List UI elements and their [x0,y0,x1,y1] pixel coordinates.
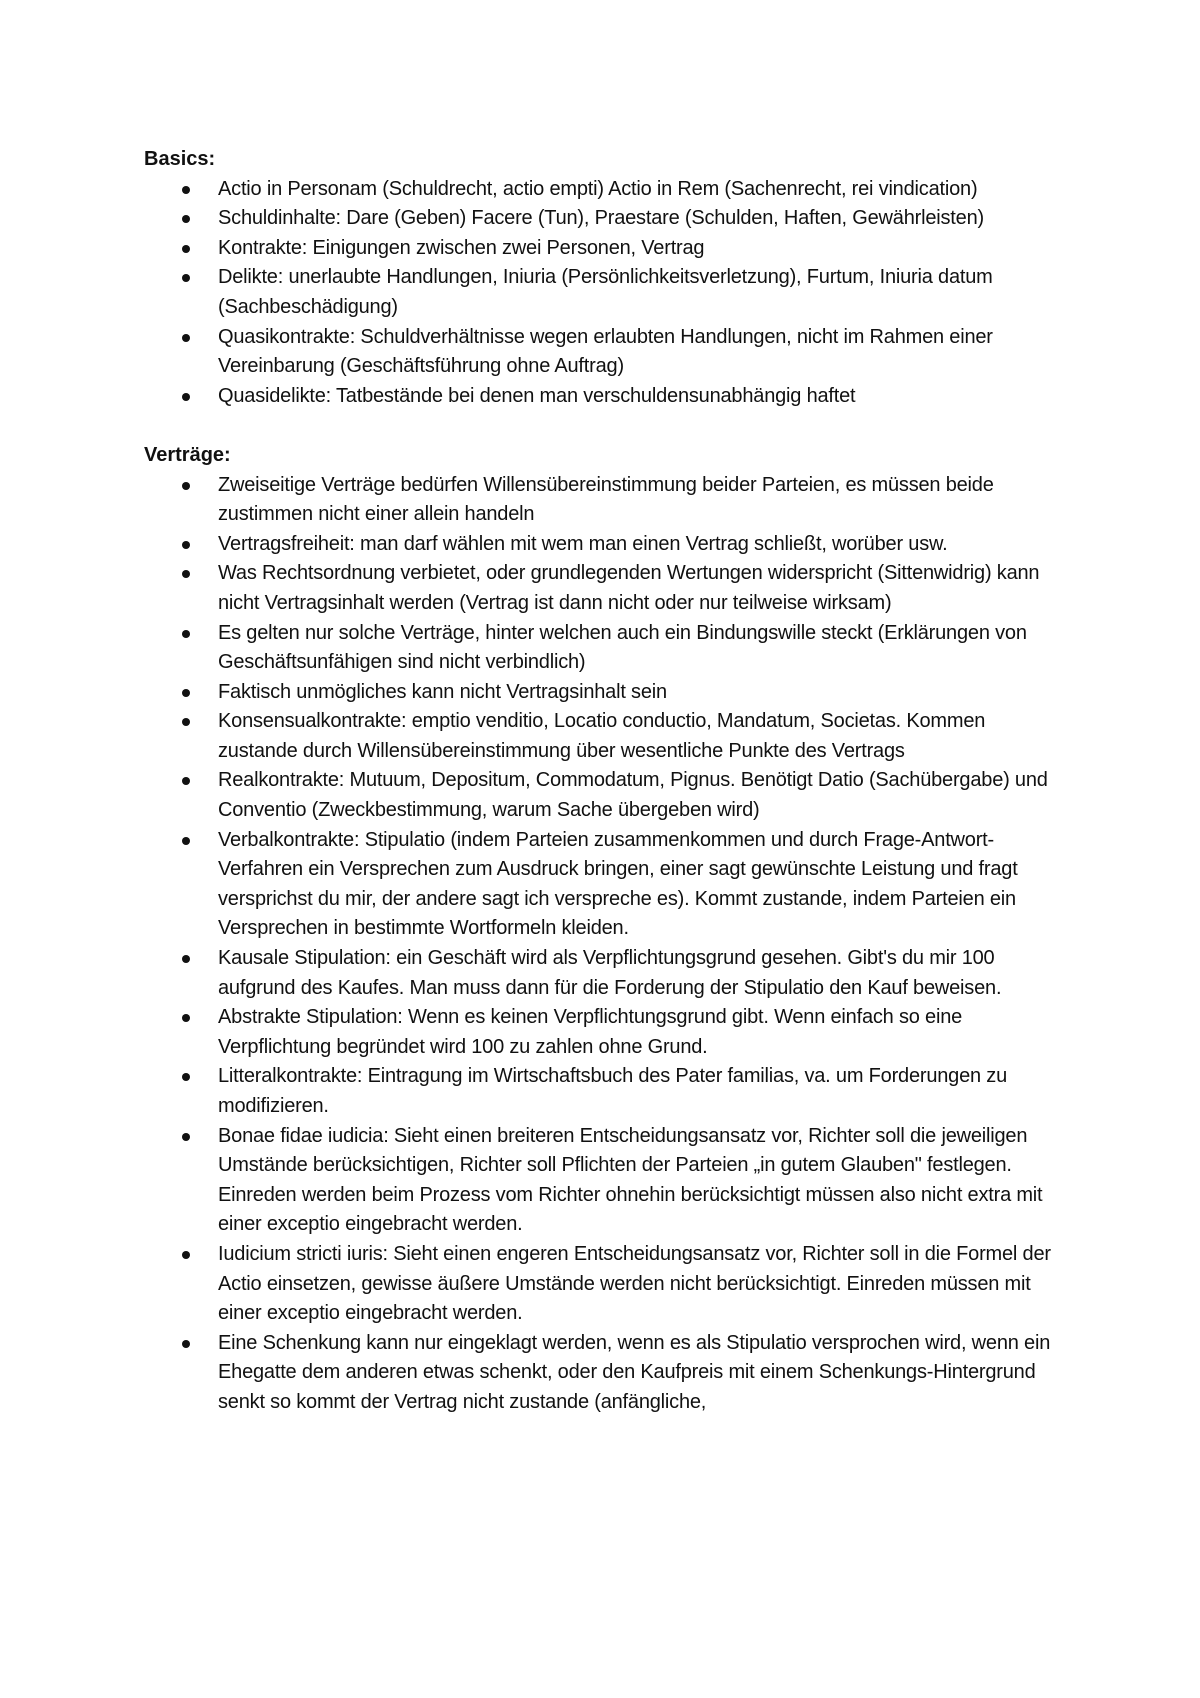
list-item-text: Realkontrakte: Mutuum, Depositum, Commodatum, Pignus. Benötigt Datio (Sachübergabe) und Conventio (Zweckbestimmung, warum Sache übergeben wird) [218,769,1048,822]
list-item [144,707,1064,766]
list-item [144,766,1064,825]
list-item-text: Konsensualkontrakte: emptio venditio, Locatio conductio, Mandatum, Societas. Kommen zustande durch Willensübereinstimmung über wesentliche Punkte des Vertrags [218,710,986,762]
list-item [144,944,1064,1003]
bullet-icon [182,541,190,549]
section-vertraege [144,441,1064,1418]
bullet-icon [182,1133,190,1141]
list-item [144,323,1064,382]
list-item [144,204,1064,234]
list-item [144,559,1064,618]
bullet-icon [182,1073,190,1081]
bullet-icon [182,393,190,401]
bullet-icon [182,215,190,223]
bullet-icon [182,718,190,726]
list-item [144,382,1064,412]
list-item [144,1329,1064,1418]
list-item-text: Es gelten nur solche Verträge, hinter welchen auch ein Bindungswille steckt (Erklärungen von Geschäftsunfähigen sind nicht verbindlich) [218,621,1027,674]
list-item [144,234,1064,264]
list-item-text: Kontrakte: Einigungen zwischen zwei Personen, Vertrag [218,236,705,259]
bullet-icon [182,955,190,963]
list-item-text: Bonae fidae iudicia: Sieht einen breiteren Entscheidungsansatz vor, Richter soll die jeweiligen Umstände berücksichtigen, Richter soll Pflichten der Parteien „in gutem Glauben" festlegen. Einreden werden beim Prozess vom Richter ohnehin berücksichtigt müssen also nicht extra mit einer exceptio eingebracht werden. [218,1124,1043,1236]
bullet-icon [182,1014,190,1022]
section-heading: Verträge: [144,443,231,466]
list-item-text: Quasidelikte: Tatbestände bei denen man verschuldensunabhängig haftet [218,384,856,407]
bullet-icon [182,334,190,342]
list-item [144,263,1064,322]
list-item [144,175,1064,205]
bullet-icon [182,274,190,282]
list-item-text: Zweiseitige Verträge bedürfen Willensübereinstimmung beider Parteien, es müssen beide zustimmen nicht einer allein handeln [218,473,994,526]
bullet-icon [182,630,190,638]
list-item-text: Vertragsfreiheit: man darf wählen mit wem man einen Vertrag schließt, worüber usw. [218,532,948,555]
list-item [144,1062,1064,1121]
section-basics [144,145,1064,411]
list-item-text: Was Rechtsordnung verbietet, oder grundlegenden Wertungen widerspricht (Sittenwidrig) kann nicht Vertragsinhalt werden (Vertrag ist dann nicht oder nur teilweise wirksam) [218,562,1040,614]
bullet-icon [182,837,190,845]
list-item-text: Verbalkontrakte: Stipulatio (indem Parteien zusammenkommen und durch Frage-Antwort-Verfahren ein Versprechen zum Ausdruck bringen, einer sagt gewünschte Leistung und fragt versprichst du mir, der andere sagt ich verspreche es). Kommt zustande, indem Parteien ein Versprechen in bestimmte Wortformeln kleiden. [218,828,1018,940]
list-item [144,619,1064,678]
list-item [144,471,1064,530]
bullet-icon [182,689,190,697]
bullet-icon [182,1340,190,1348]
list-item [144,1003,1064,1062]
list-item [144,530,1064,560]
list-item-text: Eine Schenkung kann nur eingeklagt werden, wenn es als Stipulatio versprochen wird, wenn ein Ehegatte dem anderen etwas schenkt, oder den Kaufpreis mit einem Schenkungs-Hintergrund senkt so kommt der Vertrag nicht zustande (anfängliche, [218,1331,1051,1413]
list-item-text: Kausale Stipulation: ein Geschäft wird als Verpflichtungsgrund gesehen. Gibt's du mir 100 aufgrund des Kaufes. Man muss dann für die Forderung der Stipulatio den Kauf beweisen. [218,947,1002,999]
list-item-text: Quasikontrakte: Schuldverhältnisse wegen erlaubten Handlungen, nicht im Rahmen einer Vereinbarung (Geschäftsführung ohne Auftrag) [218,325,993,378]
bullet-icon [182,777,190,785]
list-item-text: Delikte: unerlaubte Handlungen, Iniuria (Persönlichkeitsverletzung), Furtum, Iniuria datum (Sachbeschädigung) [218,266,993,318]
document-content [144,145,1064,1418]
list-item-text: Actio in Personam (Schuldrecht, actio empti) Actio in Rem (Sachenrecht, rei vindication) [218,177,978,200]
bullet-list [144,471,1064,1418]
list-item-text: Abstrakte Stipulation: Wenn es keinen Verpflichtungsgrund gibt. Wenn einfach so eine Verpflichtung begründet wird 100 zu zahlen ohne Grund. [218,1006,963,1058]
section-heading: Basics: [144,148,216,170]
list-item [144,1122,1064,1240]
list-item [144,678,1064,708]
bullet-icon [182,570,190,578]
bullet-list [144,175,1064,412]
bullet-icon [182,1251,190,1259]
list-item-text: Litteralkontrakte: Eintragung im Wirtschaftsbuch des Pater familias, va. um Forderungen zu modifizieren. [218,1065,1008,1117]
bullet-icon [182,245,190,253]
list-item-text: Faktisch unmögliches kann nicht Vertragsinhalt sein [218,680,667,703]
bullet-icon [182,482,190,490]
list-item-text: Schuldinhalte: Dare (Geben) Facere (Tun), Praestare (Schulden, Haften, Gewährleisten) [218,207,984,230]
list-item [144,826,1064,944]
list-item-text: Iudicium stricti iuris: Sieht einen engeren Entscheidungsansatz vor, Richter soll in die Formel der Actio einsetzen, gewisse äußere Umstände werden nicht berücksichtigt. Einreden müssen mit einer exceptio eingebracht werden. [218,1242,1051,1325]
list-item [144,1240,1064,1329]
section-spacer [144,411,1064,441]
bullet-icon [182,186,190,194]
